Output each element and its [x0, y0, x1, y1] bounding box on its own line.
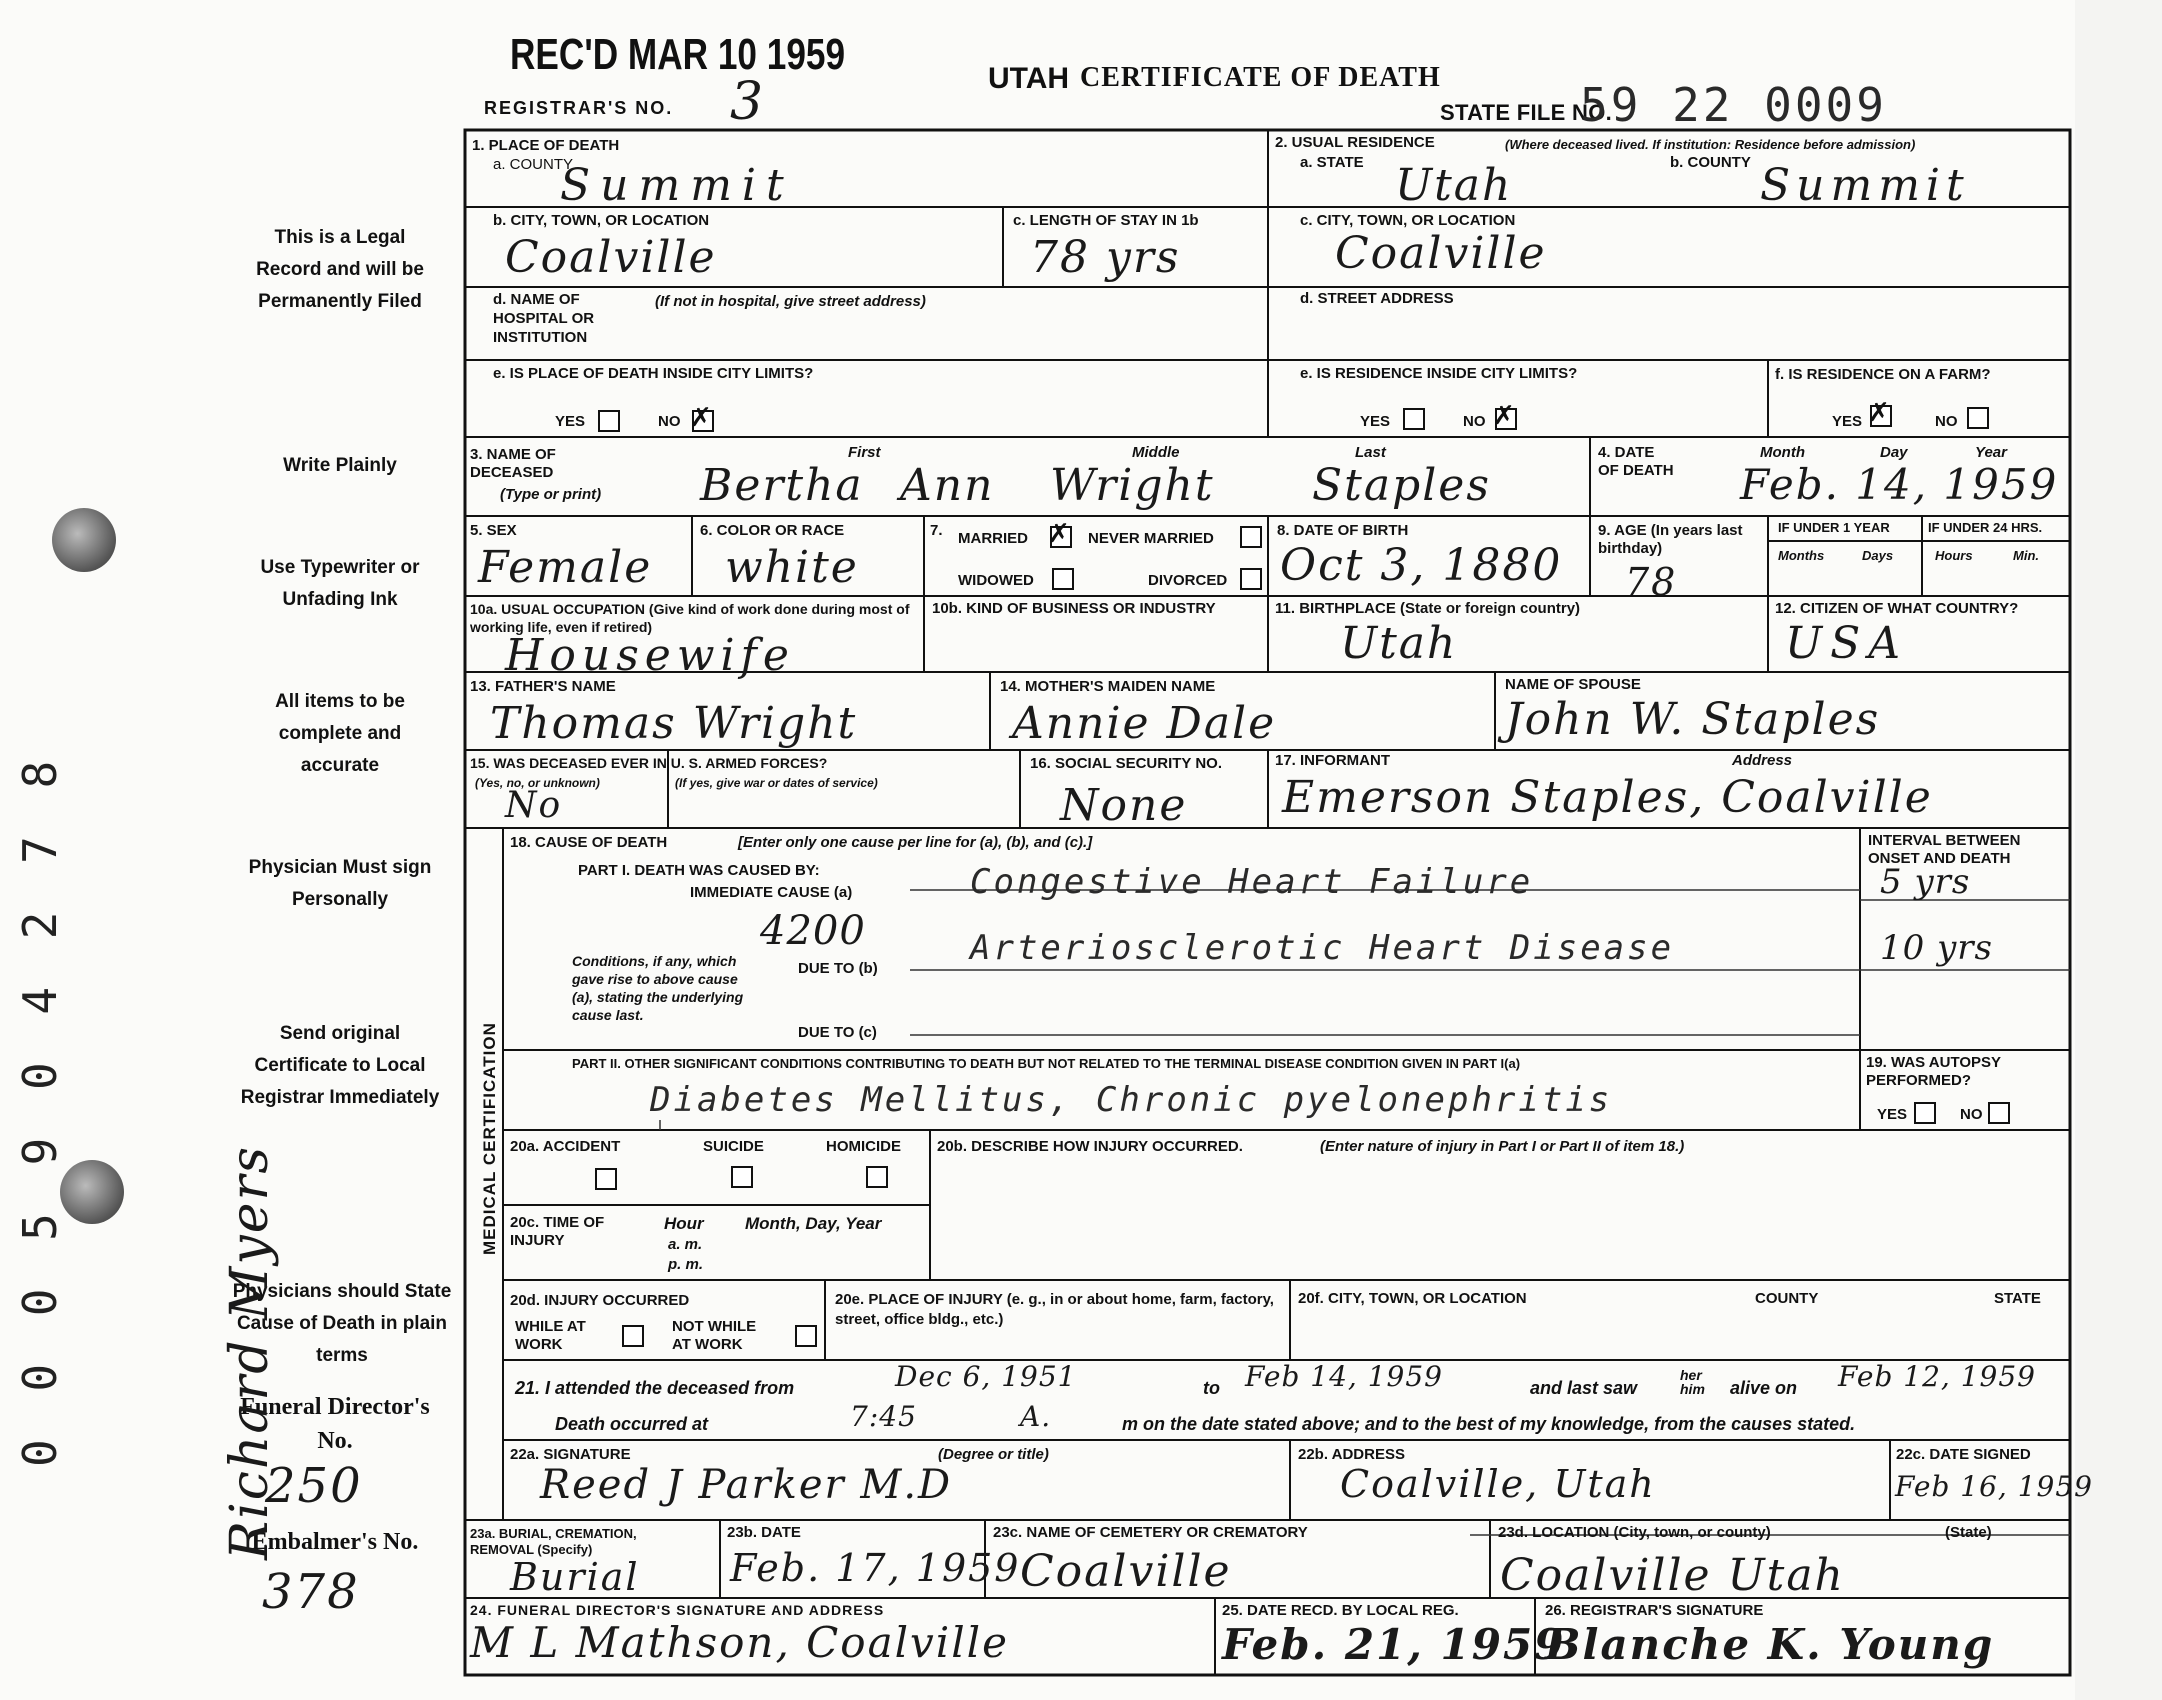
due-b-label: DUE TO (b) — [798, 960, 878, 977]
dob-label: 8. DATE OF BIRTH — [1277, 522, 1409, 539]
while-work-checkbox[interactable] — [622, 1325, 644, 1347]
signature-label: 22a. SIGNATURE — [510, 1446, 631, 1463]
death-occurred-label: Death occurred at — [555, 1414, 709, 1434]
embalmer-label: Embalmer's No. — [251, 1529, 419, 1555]
hours-label: Hours — [1935, 548, 1973, 563]
farm-yes-checkbox[interactable]: ✗ — [1870, 405, 1892, 427]
day-label: Day — [1880, 444, 1908, 461]
citizen-value: USA — [1785, 618, 1908, 669]
registrar-no-label: REGISTRAR'S NO. — [484, 98, 674, 118]
to-label: to — [1203, 1378, 1220, 1398]
immediate-cause-value: Congestive Heart Failure — [970, 862, 1534, 902]
state-f-label: STATE — [1994, 1290, 2041, 1307]
farm-yes-label: YES — [1832, 413, 1863, 430]
homicide-label: HOMICIDE — [826, 1138, 901, 1155]
burial-date-value: Feb. 17, 1959 — [730, 1546, 1021, 1590]
res-city-value: Coalville — [1335, 228, 1547, 279]
received-stamp: REC'D MAR 10 1959 — [510, 30, 846, 79]
date-signed-label: 22c. DATE SIGNED — [1896, 1446, 2031, 1463]
death-ampm-value: A. — [1020, 1400, 1052, 1433]
city-label: b. CITY, TOWN, OR LOCATION — [493, 212, 710, 229]
sidebar-write-plainly: Write Plainly — [283, 455, 397, 476]
am-label: a. m. — [668, 1236, 703, 1253]
autopsy-yes-label: YES — [1877, 1106, 1908, 1123]
date-death-label: 4. DATE OF DEATH — [1598, 444, 1674, 479]
not-while-label: NOT WHILE AT WORK — [672, 1318, 757, 1353]
embalmer-no: 378 — [262, 1564, 360, 1620]
first-name-value: Bertha — [700, 460, 864, 511]
middle-label: Middle — [1132, 444, 1180, 461]
armed-note-2: (If yes, give war or dates of service) — [675, 776, 878, 790]
code-value: 4200 — [760, 908, 866, 954]
divorced-checkbox[interactable] — [1240, 568, 1262, 590]
autopsy-label: 19. WAS AUTOPSY PERFORMED? — [1866, 1054, 2001, 1089]
cemetery-label: 23c. NAME OF CEMETERY OR CREMATORY — [993, 1524, 1308, 1541]
age-value: 78 — [1625, 560, 1678, 604]
middle-name-value-2: Wright — [1050, 460, 1215, 511]
address-22b-label: 22b. ADDRESS — [1298, 1446, 1405, 1463]
vertical-file-number: 0 0 0 5 9 0 4 2 7 8 — [13, 750, 67, 1467]
burial-date-label: 23b. DATE — [727, 1524, 801, 1541]
immediate-label: IMMEDIATE CAUSE (a) — [690, 884, 853, 901]
state-file-no: 59 22 0009 — [1580, 78, 1887, 132]
occupation-value: Housewife — [505, 630, 795, 681]
medical-certification-label: MEDICAL CERTIFICATION — [480, 1022, 499, 1255]
location-23d-label: 23d. LOCATION (City, town, or county) — [1498, 1524, 1771, 1541]
married-checkbox[interactable]: ✗ — [1050, 526, 1072, 548]
under-1-year-label: IF UNDER 1 YEAR — [1778, 520, 1890, 535]
inside-city-label: e. IS PLACE OF DEATH INSIDE CITY LIMITS? — [493, 365, 814, 382]
informant-value: Emerson Staples, Coalville — [1282, 772, 1933, 823]
divorced-label: DIVORCED — [1148, 572, 1228, 589]
death-time-value: 7:45 — [850, 1400, 917, 1433]
city-value: Coalville — [505, 232, 717, 283]
race-value: white — [725, 542, 859, 593]
autopsy-yes-checkbox[interactable] — [1914, 1102, 1936, 1124]
married-label: MARRIED — [958, 530, 1028, 547]
due-c-label: DUE TO (c) — [798, 1024, 877, 1041]
type-print-label: (Type or print) — [500, 486, 602, 503]
sidebar-physician-sign: Physician Must sign Personally — [248, 857, 432, 910]
hour-label: Hour — [664, 1214, 704, 1233]
part1-label: PART I. DEATH WAS CAUSED BY: — [578, 862, 820, 879]
min-label: Min. — [2013, 548, 2039, 563]
injury-occurred-label: 20d. INJURY OCCURRED — [510, 1292, 690, 1309]
usual-residence-note: (Where deceased lived. If institution: Residence before admission) — [1505, 137, 1916, 152]
birthplace-label: 11. BIRTHPLACE (State or foreign country) — [1275, 600, 1581, 617]
state-paren-label: (State) — [1945, 1524, 1992, 1541]
year-label: Year — [1975, 444, 2007, 461]
burial-label: 23a. BURIAL, CREMATION, REMOVAL (Specify) — [470, 1526, 637, 1557]
funeral-director-label: Funeral Director's No. — [240, 1394, 430, 1454]
months-label: Months — [1778, 548, 1825, 563]
length-stay-label: c. LENGTH OF STAY IN 1b — [1013, 212, 1199, 229]
describe-injury-label: 20b. DESCRIBE HOW INJURY OCCURRED. — [937, 1138, 1243, 1155]
interval-label: INTERVAL BETWEEN ONSET AND DEATH — [1868, 832, 2021, 867]
res-city-label: c. CITY, TOWN, OR LOCATION — [1300, 212, 1516, 229]
sidebar-typewriter: Use Typewriter or Unfading Ink — [260, 557, 420, 610]
mdy-label: Month, Day, Year — [745, 1214, 882, 1233]
registrar-no-value: 3 — [730, 72, 766, 132]
interval-b-value: 10 yrs — [1880, 928, 1993, 968]
not-while-checkbox[interactable] — [795, 1325, 817, 1347]
pm-label: p. m. — [668, 1256, 704, 1273]
place-death-label: 1. PLACE OF DEATH — [472, 137, 620, 154]
part2-value: Diabetes Mellitus, Chronic pyelonephritis — [650, 1080, 1613, 1120]
under-24-label: IF UNDER 24 HRS. — [1928, 520, 2043, 535]
describe-injury-note: (Enter nature of injury in Part I or Part II of item 18.) — [1320, 1138, 1685, 1155]
cause-note: [Enter only one cause per line for (a), (b), and (c).] — [738, 834, 1093, 851]
race-label: 6. COLOR OR RACE — [700, 522, 845, 539]
sidebar-send-original: Send original Certificate to Local Registrar Immediately — [240, 1023, 440, 1108]
funeral-director-value: M L Mathson, Coalville — [470, 1618, 1009, 1667]
place-injury-label: 20e. PLACE OF INJURY (e. g., in or about home, farm, factory, street, office bldg., etc.) — [835, 1291, 1274, 1328]
street-label: d. STREET ADDRESS — [1300, 290, 1454, 307]
county-value: Summit — [560, 160, 794, 211]
alive-on-label: alive on — [1730, 1378, 1798, 1398]
business-label: 10b. KIND OF BUSINESS OR INDUSTRY — [932, 600, 1216, 617]
conditions-label: Conditions, if any, which gave rise to above cause (a), stating the underlying cause last. — [572, 953, 744, 1023]
ssn-label: 16. SOCIAL SECURITY NO. — [1030, 755, 1222, 772]
county-label: a. COUNTY — [493, 156, 574, 173]
attended-label: 21. I attended the deceased from — [515, 1378, 795, 1398]
while-work-label: WHILE AT WORK — [515, 1318, 586, 1353]
ssn-value: None — [1060, 780, 1188, 831]
sex-label: 5. SEX — [470, 522, 517, 539]
title-state: UTAH — [988, 62, 1070, 95]
father-label: 13. FATHER'S NAME — [470, 678, 616, 695]
inside-city-no-checkbox[interactable]: ✗ — [692, 410, 714, 432]
informant-address-label: Address — [1732, 752, 1793, 769]
state-file-label: STATE FILE NO. — [1440, 100, 1613, 125]
physician-address-value: Coalville, Utah — [1340, 1462, 1656, 1506]
autopsy-no-label: NO — [1960, 1106, 1983, 1123]
citizen-label: 12. CITIZEN OF WHAT COUNTRY? — [1775, 600, 2019, 617]
res-inside-yes-checkbox[interactable] — [1403, 408, 1425, 430]
inside-city-no-label: NO — [658, 413, 681, 430]
suicide-label: SUICIDE — [703, 1138, 764, 1155]
m-on-date-label: m on the date stated above; and to the best of my knowledge, from the causes stated. — [1122, 1414, 1856, 1434]
res-inside-no-label: NO — [1463, 413, 1486, 430]
inside-city-yes-label: YES — [555, 413, 586, 430]
location-value: Coalville Utah — [1500, 1550, 1845, 1601]
date-signed-value: Feb 16, 1959 — [1895, 1470, 2093, 1503]
res-state-label: a. STATE — [1300, 154, 1364, 171]
time-injury-label: 20c. TIME OF INJURY — [510, 1214, 605, 1249]
res-inside-label: e. IS RESIDENCE INSIDE CITY LIMITS? — [1300, 365, 1578, 382]
accident-label: 20a. ACCIDENT — [510, 1138, 621, 1155]
attended-from-value: Dec 6, 1951 — [895, 1360, 1077, 1393]
sidebar-state-cause: Physicians should State Cause of Death in plain terms — [232, 1281, 452, 1366]
mother-value: Annie Dale — [1012, 698, 1277, 749]
physician-signature-value: Reed J Parker M.D — [540, 1462, 953, 1508]
spouse-value: John W. Staples — [1505, 694, 1881, 745]
first-label: First — [848, 444, 881, 461]
homicide-checkbox[interactable] — [866, 1166, 888, 1188]
armed-note-1: (Yes, no, or unknown) — [475, 776, 600, 790]
last-saw-label: and last saw — [1530, 1378, 1638, 1398]
dob-value: Oct 3, 1880 — [1280, 540, 1563, 591]
widowed-checkbox[interactable] — [1052, 568, 1074, 590]
name-deceased-label: 3. NAME OF DECEASED — [470, 446, 556, 481]
res-inside-yes-label: YES — [1360, 413, 1391, 430]
sidebar-complete: All items to be complete and accurate — [275, 691, 405, 776]
inside-city-yes-checkbox[interactable] — [598, 410, 620, 432]
res-county-value: Summit — [1760, 160, 1970, 211]
cemetery-value: Coalville — [1020, 1546, 1232, 1597]
date-death-value: Feb. 14, 1959 — [1740, 460, 2059, 509]
farm-label: f. IS RESIDENCE ON A FARM? — [1775, 366, 1991, 383]
hospital-note: (If not in hospital, give street address) — [655, 293, 926, 310]
hospital-label: d. NAME OF HOSPITAL OR INSTITUTION — [493, 291, 595, 346]
date-recd-value: Feb. 21, 1959 — [1222, 1620, 1566, 1669]
length-stay-value: 78 yrs — [1030, 232, 1181, 283]
funeral-sig-label: 24. FUNERAL DIRECTOR'S SIGNATURE AND ADDRESS — [470, 1602, 885, 1618]
father-value: Thomas Wright — [490, 698, 858, 749]
armed-label: 15. WAS DECEASED EVER IN U. S. ARMED FORCES? — [470, 755, 828, 771]
never-married-label: NEVER MARRIED — [1088, 530, 1214, 547]
usual-residence-label: 2. USUAL RESIDENCE — [1275, 134, 1435, 151]
alive-on-value: Feb 12, 1959 — [1838, 1360, 2036, 1393]
marital-num: 7. — [930, 522, 943, 539]
informant-label: 17. INFORMANT — [1275, 752, 1391, 769]
degree-label: (Degree or title) — [938, 1446, 1049, 1463]
sex-value: Female — [478, 542, 653, 593]
age-label: 9. AGE (In years last birthday) — [1598, 522, 1743, 557]
accident-checkbox[interactable] — [595, 1168, 617, 1190]
res-inside-no-checkbox[interactable]: ✗ — [1495, 408, 1517, 430]
widowed-label: WIDOWED — [958, 572, 1034, 589]
farm-no-label: NO — [1935, 413, 1958, 430]
part2-label: PART II. OTHER SIGNIFICANT CONDITIONS CONTRIBUTING TO DEATH BUT NOT RELATED TO THE TERMINAL DISEASE CONDITION GIVEN IN PART I(a) — [572, 1056, 1521, 1071]
occupation-label: 10a. USUAL OCCUPATION (Give kind of work done during most of working life, even if retired) — [470, 601, 910, 635]
never-married-checkbox[interactable] — [1240, 526, 1262, 548]
registrar-sig-label: 26. REGISTRAR'S SIGNATURE — [1545, 1602, 1764, 1619]
county-f-label: COUNTY — [1755, 1290, 1819, 1307]
autopsy-no-checkbox[interactable] — [1988, 1102, 2010, 1124]
res-county-label: b. COUNTY — [1670, 154, 1751, 171]
middle-name-value: Ann — [900, 460, 995, 511]
date-recd-label: 25. DATE RECD. BY LOCAL REG. — [1222, 1602, 1459, 1619]
attended-to-value: Feb 14, 1959 — [1245, 1360, 1443, 1393]
burial-value: Burial — [510, 1555, 640, 1599]
her-him-label: her him — [1680, 1367, 1705, 1397]
city-f-label: 20f. CITY, TOWN, OR LOCATION — [1298, 1290, 1527, 1307]
days-label: Days — [1862, 548, 1894, 563]
cause-label: 18. CAUSE OF DEATH — [510, 834, 668, 851]
interval-a-value: 5 yrs — [1880, 862, 1971, 902]
due-b-value: Arteriosclerotic Heart Disease — [970, 928, 1675, 968]
certificate-title: CERTIFICATE OF DEATH — [1080, 62, 1441, 93]
registrar-signature-value: Blanche K. Young — [1545, 1620, 1995, 1669]
suicide-checkbox[interactable] — [731, 1166, 753, 1188]
last-name-value: Staples — [1312, 460, 1491, 511]
mother-label: 14. MOTHER'S MAIDEN NAME — [1000, 678, 1216, 695]
armed-value: No — [505, 785, 563, 826]
funeral-director-no: 250 — [265, 1458, 363, 1514]
farm-no-checkbox[interactable] — [1967, 407, 1989, 429]
sidebar-legal: This is a Legal Record and will be Permanently Filed — [256, 227, 424, 312]
spouse-label: NAME OF SPOUSE — [1505, 676, 1641, 693]
vertical-signature: Richard Myers — [220, 1144, 280, 1560]
birthplace-value: Utah — [1340, 618, 1458, 669]
res-state-value: Utah — [1395, 160, 1513, 211]
month-label: Month — [1760, 444, 1805, 461]
last-label: Last — [1355, 444, 1386, 461]
